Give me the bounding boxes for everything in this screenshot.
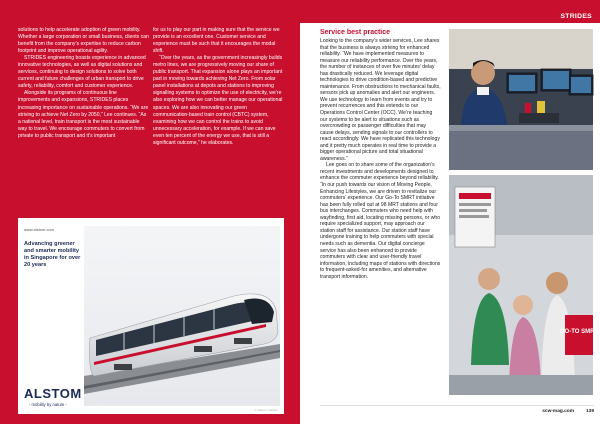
right-column (320, 38, 441, 400)
ad-url[interactable]: www.alstom.com (24, 227, 55, 232)
left-col2-paragraph-1: for us to play our part in making sure that the service we provide is an excellent one. Customer service and experience must be such that it encourages the modal shift. (153, 27, 280, 55)
left-page-number: 138 (18, 409, 27, 414)
right-paragraph-1: Looking to the company’s wider services, Lee shares that the business is always striving for enhanced reliability. “We have implemented measures to measure our reliability performance. Over the years, the number of instances of over five minutes’ delay has drastically reduced. We leverage digital technologies to drive condition-based and predictive maintenance. From obstructions to mechanical faults, sensors pick up anomalies and alert our engineers. We use technology to learn from events and try to prevent recurrences and this extends to our Operations Control Center (OCC). We’re teaching our systems to be alert to situations such as overcrowding or passenger difficulties that may cause delays, sending signals to our controllers to react accordingly. We have replicated this technology and it pretty much operates in real time to provide a bigger operational picture and total situational awareness.” (320, 38, 441, 162)
section-header-title: STRIDES (560, 13, 592, 20)
ad-tagline: - mobility by nature - (29, 402, 67, 407)
go-to-smrt-sign-text: GO-TO SMRT (559, 329, 599, 335)
left-col1-paragraph-2: STRIDES engineering boasts experience in advanced innovative technologies, as well as digital solutions and services, continuing to design solutions to solve both current and future challenges of urban transport to drive safety, reliability, comfort and customer experience. (18, 55, 146, 90)
left-col2-paragraph-2: “Over the years, as the government increasingly builds metro lines, we are progressively moving our share of public transport. That expansion alone plays an important part in moving towards achieving Net Zero. From solar panel installations at depots and stations to improving signalling systems to optimize the use of electricity, we’re also exploring how we can better manage our operational spaces. We are also innovating our green communication-based train control (CBTC) system, examining how we can control the trains to avoid unnecessary acceleration, for example. If we can save even ten percent of the energy we use, that is still a significant outcome,” he elaborates. (153, 55, 283, 146)
header-rule (300, 22, 600, 23)
footer-rule (320, 405, 594, 406)
control-room-photo (449, 29, 593, 170)
left-col1-paragraph-3: Alongside its programs of continuous line improvements and expansions, STRIDES places increasing importance on sustainable operations. “We are striving to achieve Net Zero by 2050,” Lee continues. “As a national level, train transport is the most sustainable way to travel. We encourage commuters to convert from private to public transport and it’s important (18, 90, 149, 139)
left-column-2 (153, 27, 284, 207)
station-staff-photo (449, 175, 599, 395)
alstom-advertisement[interactable] (18, 218, 284, 414)
metro-train-image (84, 226, 280, 406)
right-page (300, 0, 600, 424)
left-column-1 (18, 27, 149, 207)
header-band (300, 0, 600, 22)
ad-credit: © Alstom / Alstom (254, 408, 278, 412)
right-paragraph-2: Lee goes on to share some of the organization’s recent investments and developments designed to enhance the commuter experience beyond reliability. “In our push towards our vision of Moving People, Enhancing Lifestyles, we are driven to revitalize our commuters’ experience. Our Go-To SMRT initiative has been fully rolled out at 98 MRT stations and four bus interchanges. Commuters who need help with wayfinding, first aid, locating missing persons, or who require specialized support, may approach our station staff for assistance. Our station staff have undergone training to help commuters with special needs such as dementia. Our digital concierge service has also been enhanced to provide commuters with clear and user-friendly travel information, including maps of stations with directions to frequent-asked-for amenities, and alternative transport information. (320, 162, 441, 280)
right-page-number: 139 (585, 409, 594, 414)
footer-site-link[interactable]: scw-mag.com (542, 409, 574, 414)
right-footer (320, 409, 594, 417)
section-heading: Service best practice (320, 29, 391, 36)
alstom-logo: ALSTOM (24, 386, 82, 401)
ad-headline: Advancing greener and smarter mobility in Singapore for over 20 years (24, 241, 81, 268)
left-col1-paragraph-1: solutions to help accelerate adoption of green mobility. Whether a large corporation or small business, clients can benefit from the company’s expertise to reduce carbon footprint and improve operational agility. (18, 27, 149, 55)
